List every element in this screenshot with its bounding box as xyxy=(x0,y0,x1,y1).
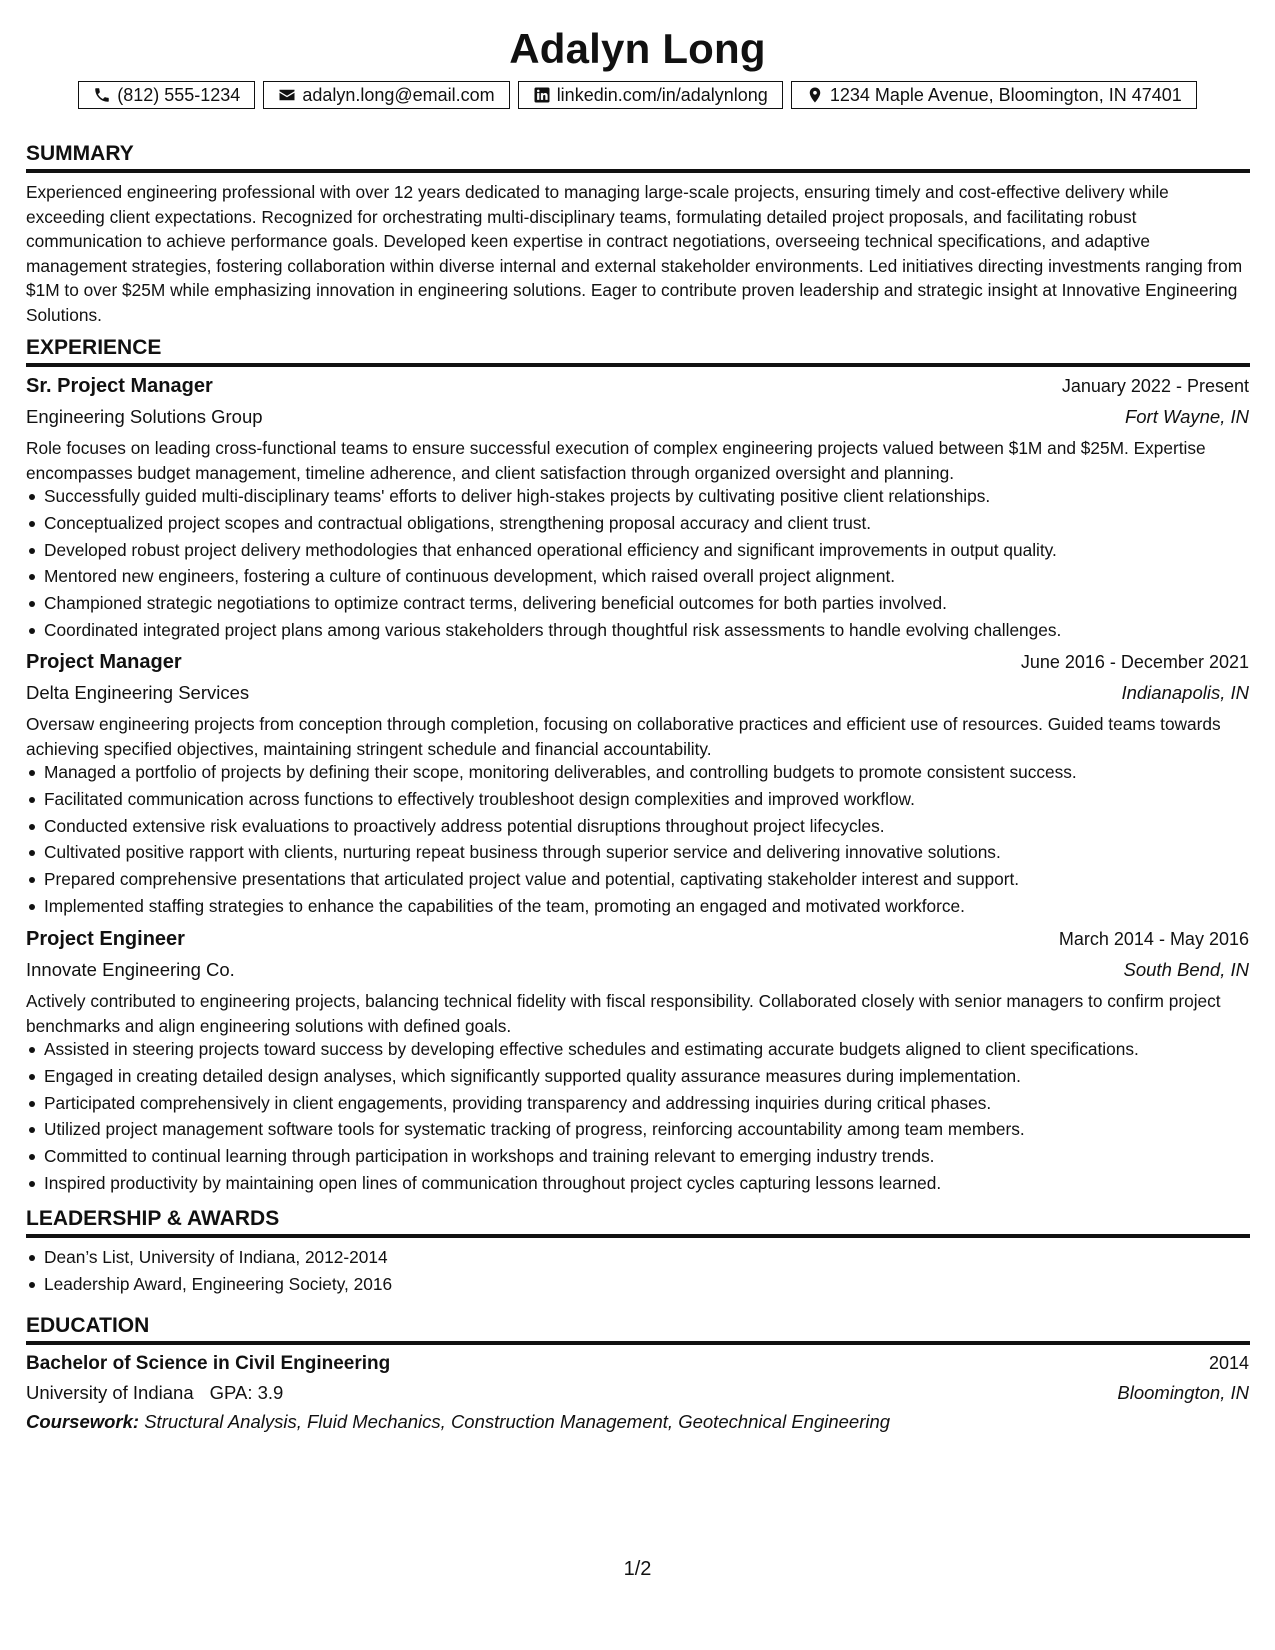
job-bullets xyxy=(26,483,1251,644)
school-line xyxy=(26,1380,283,1406)
list-item: Assisted in steering projects toward success by developing effective schedules and estimating accurate budgets aligned to client specifications. xyxy=(26,1036,1251,1063)
job-description: Role focuses on leading cross-functional teams to ensure successful execution of complex engineering projects valued between $1M and $25M. Expertise encompasses budget management, timeline adherence, and client satisfaction through organized oversight and planning. xyxy=(26,438,1206,483)
envelope-icon xyxy=(278,86,296,104)
leadership-list xyxy=(26,1244,1251,1298)
contact-email[interactable] xyxy=(263,81,509,109)
job-company: Delta Engineering Services xyxy=(26,682,250,703)
job-dates: January 2022 - Present xyxy=(1061,376,1249,396)
job-description: Actively contributed to engineering projects, balancing technical fidelity with fiscal responsibility. Collaborated closely with senior managers to confirm project benchmarks and align engineering solutions with defined goals. xyxy=(26,991,1221,1036)
job-location: Fort Wayne, IN xyxy=(1124,406,1249,427)
contact-address-text: 1234 Maple Avenue, Bloomington, IN 47401 xyxy=(829,85,1182,105)
job-dates: June 2016 - December 2021 xyxy=(1020,652,1249,672)
contact-bar xyxy=(0,81,1275,109)
contact-address[interactable] xyxy=(791,81,1197,109)
coursework-label: Coursework: xyxy=(26,1411,140,1432)
summary-text: Experienced engineering professional with over 12 years dedicated to managing large-scale projects, ensuring timely and cost-effective delivery while exceeding client expectations. Recognized for orchestrating multi-disciplinary teams, formulating detailed project proposals, and facilitating robust communication to achieve performance goals. Developed keen expertise in contract negotiations, overseeing technical specifications, and adaptive management strategies, fostering collaboration within diverse internal and external stakeholder environments. Led initiatives directing investments ranging from $1M to over $25M while emphasizing innovation in engineering solutions. Eager to contribute proven leadership and strategic insight at Innovative Engineering Solutions. xyxy=(26,182,1243,325)
list-item: Successfully guided multi-disciplinary teams' efforts to deliver high-stakes projects by cultivating positive client relationships. xyxy=(26,483,1251,510)
summary-heading: SUMMARY xyxy=(26,141,1250,173)
list-item: Developed robust project delivery methodologies that enhanced operational efficiency and significant improvements in output quality. xyxy=(26,537,1251,564)
list-item: Conceptualized project scopes and contractual obligations, strengthening proposal accuracy and client trust. xyxy=(26,510,1251,537)
contact-linkedin-text: linkedin.com/in/adalynlong xyxy=(556,85,768,105)
list-item: Cultivated positive rapport with clients, nurturing repeat business through superior service and delivering innovative solutions. xyxy=(26,839,1251,866)
leadership-heading: LEADERSHIP & AWARDS xyxy=(26,1206,1250,1238)
list-item: Dean’s List, University of Indiana, 2012-2014 xyxy=(26,1244,1251,1271)
school-name: University of Indiana xyxy=(26,1382,194,1403)
list-item: Managed a portfolio of projects by defining their scope, monitoring deliverables, and controlling budgets to promote consistent success. xyxy=(26,759,1251,786)
gpa: GPA: 3.9 xyxy=(209,1382,284,1403)
map-pin-icon xyxy=(806,86,824,104)
list-item: Championed strategic negotiations to optimize contract terms, delivering beneficial outcomes for both parties involved. xyxy=(26,590,1251,617)
job-location: Indianapolis, IN xyxy=(1121,682,1249,703)
phone-icon xyxy=(93,86,111,104)
degree-title: Bachelor of Science in Civil Engineering xyxy=(26,1353,391,1374)
school-location: Bloomington, IN xyxy=(1117,1382,1249,1403)
graduation-year: 2014 xyxy=(1208,1353,1249,1373)
education-heading: EDUCATION xyxy=(26,1313,1250,1345)
linkedin-icon xyxy=(533,86,551,104)
contact-email-text: adalyn.long@email.com xyxy=(302,85,495,105)
page-number: 1/2 xyxy=(623,1558,652,1580)
list-item: Implemented staffing strategies to enhance the capabilities of the team, promoting an engaged and motivated workforce. xyxy=(26,893,1251,920)
job-company: Innovate Engineering Co. xyxy=(26,959,235,980)
contact-phone-text: (812) 555-1234 xyxy=(117,85,241,105)
contact-phone[interactable] xyxy=(78,81,255,109)
contact-linkedin[interactable] xyxy=(518,81,783,109)
job-title: Sr. Project Manager xyxy=(26,375,213,397)
candidate-name: Adalyn Long xyxy=(509,25,766,72)
job-description: Oversaw engineering projects from conception through completion, focusing on collaborative practices and efficient use of resources. Guided teams towards achieving specified objectives, maintaining stringent schedule and financial accountability. xyxy=(26,714,1221,759)
list-item: Coordinated integrated project plans among various stakeholders through thoughtful risk assessments to handle evolving challenges. xyxy=(26,617,1251,644)
list-item: Participated comprehensively in client engagements, providing transparency and addressing inquiries during critical phases. xyxy=(26,1090,1251,1117)
list-item: Utilized project management software tools for systematic tracking of progress, reinforcing accountability among team members. xyxy=(26,1116,1251,1143)
job-company: Engineering Solutions Group xyxy=(26,406,263,427)
experience-heading: EXPERIENCE xyxy=(26,335,1250,367)
list-item: Conducted extensive risk evaluations to proactively address potential disruptions throughout project lifecycles. xyxy=(26,813,1251,840)
list-item: Mentored new engineers, fostering a culture of continuous development, which raised overall project alignment. xyxy=(26,563,1251,590)
list-item: Prepared comprehensive presentations that articulated project value and potential, captivating stakeholder interest and support. xyxy=(26,866,1251,893)
list-item: Engaged in creating detailed design analyses, which significantly supported quality assurance measures during implementation. xyxy=(26,1063,1251,1090)
job-title: Project Manager xyxy=(26,651,182,673)
list-item: Committed to continual learning through participation in workshops and training relevant to emerging industry trends. xyxy=(26,1143,1251,1170)
list-item: Inspired productivity by maintaining open lines of communication throughout project cycles capturing lessons learned. xyxy=(26,1170,1251,1197)
job-bullets xyxy=(26,759,1251,920)
job-dates: March 2014 - May 2016 xyxy=(1058,929,1249,949)
job-location: South Bend, IN xyxy=(1123,959,1249,980)
coursework xyxy=(26,1409,890,1435)
coursework-list: Structural Analysis, Fluid Mechanics, Construction Management, Geotechnical Engineering xyxy=(144,1411,891,1432)
job-title: Project Engineer xyxy=(26,928,185,950)
list-item: Leadership Award, Engineering Society, 2016 xyxy=(26,1271,1251,1298)
list-item: Facilitated communication across functions to effectively troubleshoot design complexities and improved workflow. xyxy=(26,786,1251,813)
job-bullets xyxy=(26,1036,1251,1197)
